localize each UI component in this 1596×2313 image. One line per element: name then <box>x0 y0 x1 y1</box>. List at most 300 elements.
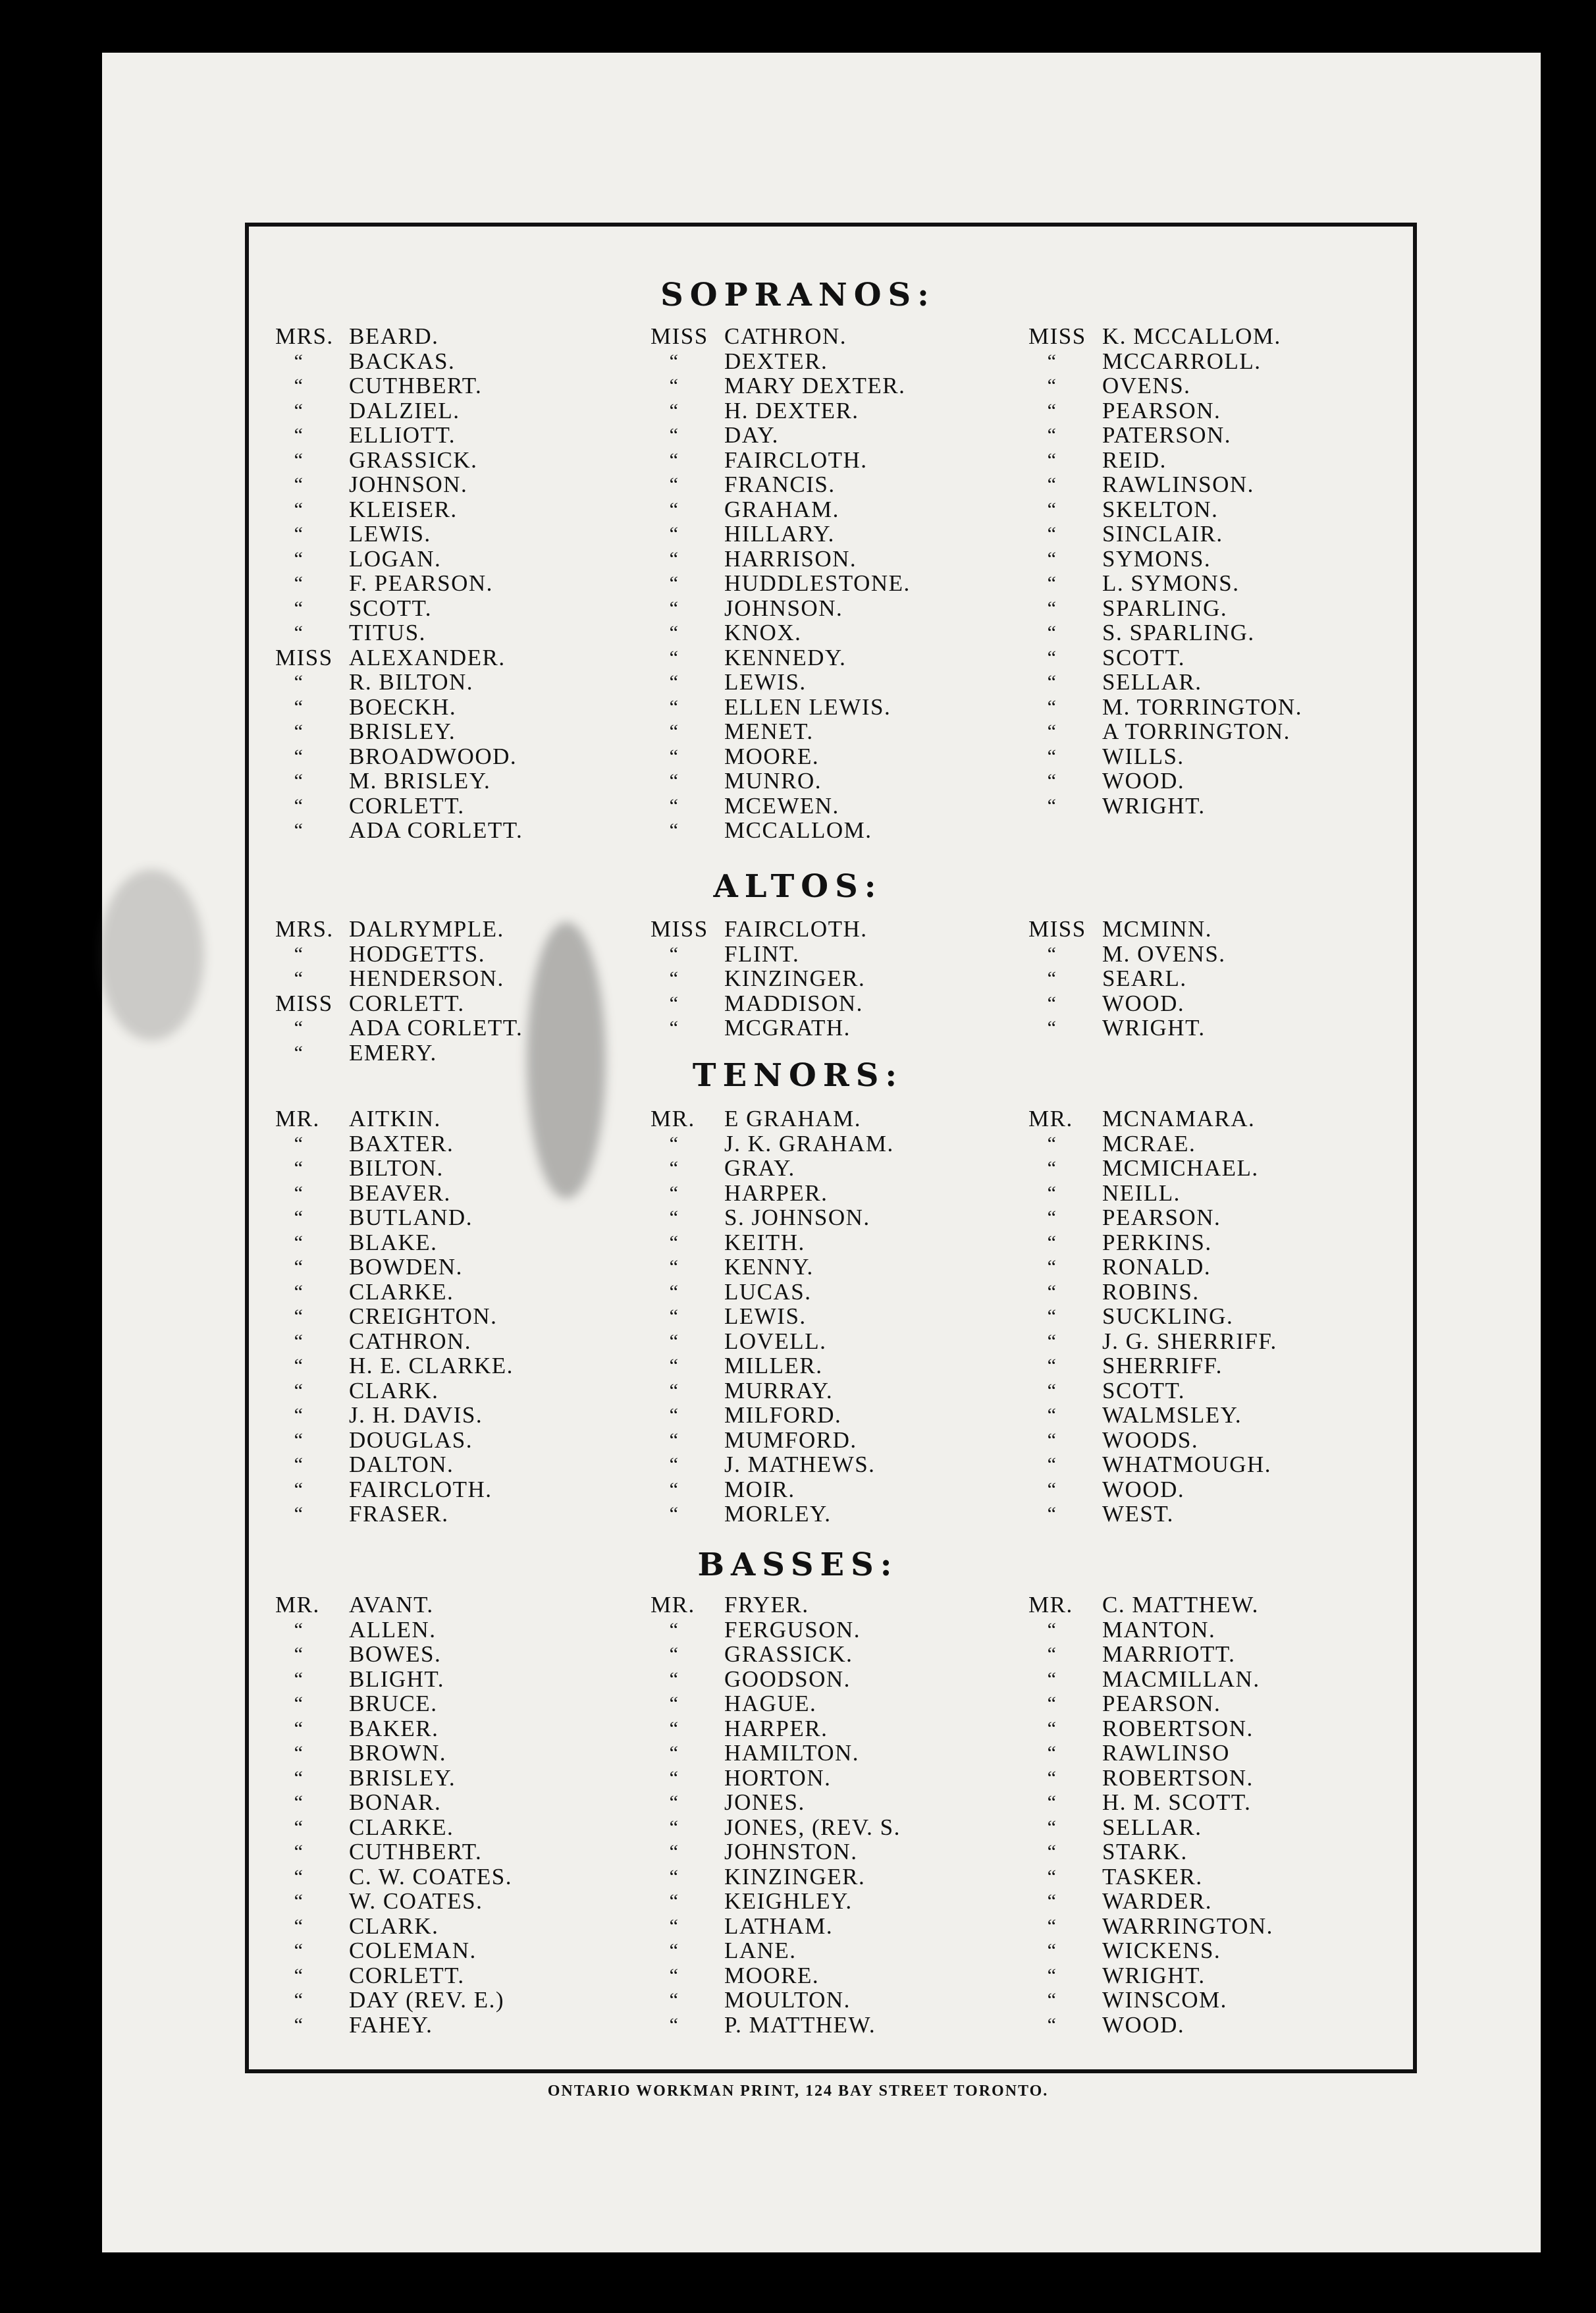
singer-entry <box>1028 1181 1397 1206</box>
ditto-mark: “ <box>669 1989 679 2011</box>
singer-name: C. W. COATES. <box>349 1863 513 1890</box>
singer-name: SYMONS. <box>1102 545 1211 572</box>
ditto-mark: “ <box>294 745 304 767</box>
singer-entry <box>1028 966 1397 991</box>
ditto-mark: “ <box>669 1643 679 1665</box>
singer-name: J. H. DAVIS. <box>349 1402 483 1428</box>
singer-entry <box>651 547 1019 572</box>
singer-name: E GRAHAM. <box>724 1106 861 1131</box>
singer-entry <box>1028 1988 1397 2013</box>
singer-name: WALMSLEY. <box>1102 1402 1242 1428</box>
singer-entry <box>275 1502 644 1527</box>
ditto-mark: “ <box>294 695 304 718</box>
ditto-mark: “ <box>294 474 304 495</box>
ditto-mark: “ <box>669 1841 679 1863</box>
singer-name: BEAVER. <box>349 1180 451 1206</box>
singer-name: SEARL. <box>1102 966 1187 991</box>
ditto-mark: “ <box>1047 1207 1057 1228</box>
singer-name: MCEWEN. <box>724 792 839 819</box>
singer-entry <box>651 398 1019 423</box>
singer-entry <box>1028 719 1397 744</box>
singer-name: FAIRCLOTH. <box>724 447 868 473</box>
singer-entry <box>1028 1914 1397 1939</box>
singer-name: WOOD. <box>1102 768 1185 794</box>
singer-name: ALLEN. <box>349 1616 437 1643</box>
singer-name: JOHNSON. <box>349 472 468 497</box>
singer-entry <box>1028 1230 1397 1255</box>
ditto-mark: “ <box>669 474 679 495</box>
singer-name: HUDDLESTONE. <box>724 570 911 596</box>
ditto-mark: “ <box>669 1742 679 1764</box>
singer-entry <box>275 1618 644 1643</box>
singer-entry <box>1028 1716 1397 1741</box>
ditto-mark: “ <box>669 1791 679 1813</box>
ditto-mark: “ <box>294 1182 304 1204</box>
singer-entry <box>1028 1691 1397 1716</box>
singer-entry <box>651 1502 1019 1527</box>
singer-entry <box>275 472 644 497</box>
singer-entry <box>1028 1839 1397 1864</box>
singer-entry <box>275 497 644 522</box>
singer-entry <box>1028 1938 1397 1963</box>
singer-name: WOOD. <box>1102 990 1185 1016</box>
singer-entry <box>275 917 644 942</box>
singer-entry <box>275 1205 644 1230</box>
ditto-mark: “ <box>669 375 679 396</box>
singer-entry <box>1028 1156 1397 1181</box>
ditto-mark: “ <box>669 572 679 594</box>
name-column <box>651 1592 1019 2037</box>
honorific: MRS. <box>275 916 334 942</box>
singer-name: TITUS. <box>349 620 426 645</box>
singer-name: SPARLING. <box>1102 595 1228 621</box>
singer-name: KLEISER. <box>349 496 458 522</box>
singer-name: DOUGLAS. <box>349 1427 473 1453</box>
singer-name: LATHAM. <box>724 1913 834 1939</box>
ditto-mark: “ <box>1047 1964 1057 1986</box>
ditto-mark: “ <box>1047 449 1057 471</box>
ditto-mark: “ <box>669 523 679 545</box>
ditto-mark: “ <box>669 1964 679 1986</box>
singer-entry <box>1028 571 1397 596</box>
singer-name: BRUCE. <box>349 1691 438 1716</box>
singer-entry <box>275 1280 644 1305</box>
ditto-mark: “ <box>669 1668 679 1690</box>
singer-name: AVANT. <box>349 1592 434 1618</box>
singer-entry <box>651 1255 1019 1280</box>
honorific: MR. <box>651 1106 695 1131</box>
singer-name: LEWIS. <box>724 669 807 695</box>
ditto-mark: “ <box>669 646 679 668</box>
singer-entry <box>1028 1205 1397 1230</box>
singer-entry <box>651 1741 1019 1766</box>
singer-name: SCOTT. <box>1102 1377 1185 1403</box>
singer-entry <box>651 1304 1019 1329</box>
honorific: MISS <box>651 323 708 349</box>
singer-name: BOECKH. <box>349 694 457 720</box>
singer-entry <box>651 1716 1019 1741</box>
singer-entry <box>651 1667 1019 1692</box>
singer-entry <box>651 1963 1019 1988</box>
singer-entry <box>275 1815 644 1840</box>
ditto-mark: “ <box>1047 1429 1057 1451</box>
honorific: MISS <box>1028 323 1086 349</box>
ditto-mark: “ <box>294 1379 304 1401</box>
ditto-mark: “ <box>1047 572 1057 594</box>
singer-entry <box>1028 1864 1397 1890</box>
ditto-mark: “ <box>294 2013 304 2036</box>
singer-entry <box>275 991 644 1016</box>
singer-name: LEWIS. <box>724 1303 807 1329</box>
singer-entry <box>1028 1353 1397 1378</box>
singer-entry <box>651 794 1019 819</box>
ditto-mark: “ <box>294 942 304 965</box>
ditto-mark: “ <box>294 1305 304 1327</box>
singer-entry <box>1028 1963 1397 1988</box>
ditto-mark: “ <box>294 1429 304 1451</box>
singer-name: DEXTER. <box>724 348 828 374</box>
ditto-mark: “ <box>1047 1940 1057 1961</box>
singer-entry <box>1028 398 1397 423</box>
singer-name: BILTON. <box>349 1155 444 1181</box>
singer-name: BAKER. <box>349 1715 439 1741</box>
singer-entry <box>651 1618 1019 1643</box>
ditto-mark: “ <box>294 547 304 570</box>
singer-name: MARRIOTT. <box>1102 1641 1236 1667</box>
singer-name: BOWDEN. <box>349 1254 463 1280</box>
ditto-mark: “ <box>294 1157 304 1179</box>
ditto-mark: “ <box>1047 1643 1057 1665</box>
ditto-mark: “ <box>669 671 679 693</box>
singer-name: MCRAE. <box>1102 1130 1196 1156</box>
ditto-mark: “ <box>1047 523 1057 545</box>
singer-entry <box>1028 1280 1397 1305</box>
singer-entry <box>651 1428 1019 1453</box>
singer-name: HORTON. <box>724 1764 832 1791</box>
honorific: MISS <box>651 916 708 942</box>
singer-entry <box>651 1452 1019 1477</box>
ditto-mark: “ <box>1047 622 1057 643</box>
singer-entry <box>275 1477 644 1502</box>
ditto-mark: “ <box>1047 1404 1057 1426</box>
singer-name: HAGUE. <box>724 1691 817 1716</box>
singer-name: MCCALLOM. <box>724 817 872 843</box>
ditto-mark: “ <box>1047 1890 1057 1912</box>
ditto-mark: “ <box>669 1330 679 1352</box>
singer-name: WRIGHT. <box>1102 792 1206 819</box>
ditto-mark: “ <box>1047 1766 1057 1789</box>
ditto-mark: “ <box>669 1940 679 1961</box>
singer-entry <box>1028 1329 1397 1354</box>
singer-entry <box>1028 547 1397 572</box>
singer-name: M. OVENS. <box>1102 940 1226 967</box>
singer-name: SCOTT. <box>1102 644 1185 670</box>
singer-name: SHERRIFF. <box>1102 1353 1223 1378</box>
singer-name: GRASSICK. <box>724 1641 853 1667</box>
singer-name: LANE. <box>724 1938 797 1963</box>
ditto-mark: “ <box>1047 1132 1057 1155</box>
singer-entry <box>275 1642 644 1667</box>
ditto-mark: “ <box>669 695 679 718</box>
ditto-mark: “ <box>1047 1355 1057 1376</box>
ditto-mark: “ <box>1047 1280 1057 1303</box>
ditto-mark: “ <box>669 1454 679 1475</box>
singer-entry <box>1028 1378 1397 1403</box>
singer-entry <box>651 324 1019 349</box>
singer-name: SELLAR. <box>1102 1814 1202 1840</box>
singer-entry <box>651 966 1019 991</box>
ditto-mark: “ <box>294 1207 304 1228</box>
singer-name: REID. <box>1102 447 1167 473</box>
ditto-mark: “ <box>1047 424 1057 446</box>
singer-entry <box>1028 373 1397 398</box>
singer-name: J. K. GRAHAM. <box>724 1130 894 1156</box>
ditto-mark: “ <box>1047 1865 1057 1888</box>
ditto-mark: “ <box>669 350 679 372</box>
singer-entry <box>651 1156 1019 1181</box>
singer-name: ROBERTSON. <box>1102 1764 1254 1791</box>
singer-name: HARRISON. <box>724 545 857 572</box>
name-column <box>651 324 1019 843</box>
singer-entry <box>275 522 644 547</box>
ditto-mark: “ <box>669 1816 679 1838</box>
ditto-mark: “ <box>294 1841 304 1863</box>
singer-name: SCOTT. <box>349 595 432 621</box>
singer-name: MOULTON. <box>724 1987 851 2013</box>
singer-name: PATERSON. <box>1102 422 1232 448</box>
ditto-mark: “ <box>1047 1231 1057 1253</box>
singer-entry <box>1028 695 1397 720</box>
name-column <box>1028 1106 1397 1527</box>
singer-name: MOORE. <box>724 743 820 769</box>
ditto-mark: “ <box>669 770 679 792</box>
singer-entry <box>651 670 1019 695</box>
ditto-mark: “ <box>294 622 304 643</box>
honorific: MISS <box>1028 916 1086 942</box>
ditto-mark: “ <box>669 1890 679 1912</box>
ditto-mark: “ <box>1047 695 1057 718</box>
singer-name: CUTHBERT. <box>349 1839 483 1864</box>
singer-name: J. G. SHERRIFF. <box>1102 1328 1277 1354</box>
singer-name: ROBERTSON. <box>1102 1715 1254 1741</box>
singer-entry <box>275 818 644 843</box>
singer-name: ROBINS. <box>1102 1278 1200 1305</box>
singer-entry <box>275 1790 644 1815</box>
singer-entry <box>275 1716 644 1741</box>
singer-entry <box>1028 1790 1397 1815</box>
singer-entry <box>651 1280 1019 1305</box>
singer-name: STARK. <box>1102 1839 1188 1864</box>
singer-name: F. PEARSON. <box>349 570 493 596</box>
singer-name: BRISLEY. <box>349 1764 456 1791</box>
singer-name: BROADWOOD. <box>349 743 518 769</box>
singer-entry <box>651 1839 1019 1864</box>
singer-entry <box>651 1889 1019 1914</box>
singer-name: J. MATHEWS. <box>724 1452 876 1477</box>
singer-name: P. MATTHEW. <box>724 2011 876 2038</box>
ditto-mark: “ <box>669 597 679 619</box>
singer-name: A TORRINGTON. <box>1102 719 1290 744</box>
singer-name: WRIGHT. <box>1102 1962 1206 1988</box>
singer-name: S. SPARLING. <box>1102 620 1255 645</box>
ditto-mark: “ <box>669 794 679 817</box>
singer-name: PEARSON. <box>1102 397 1221 423</box>
singer-entry <box>1028 744 1397 769</box>
ditto-mark: “ <box>1047 1157 1057 1179</box>
singer-entry <box>275 1741 644 1766</box>
singer-name: BUTLAND. <box>349 1205 473 1230</box>
singer-entry <box>275 324 644 349</box>
singer-entry <box>275 571 644 596</box>
singer-entry <box>1028 596 1397 621</box>
singer-name: JONES. <box>724 1789 805 1815</box>
singer-name: WOOD. <box>1102 2011 1185 2038</box>
ditto-mark: “ <box>669 745 679 767</box>
ditto-mark: “ <box>1047 1989 1057 2011</box>
singer-name: BRISLEY. <box>349 719 456 744</box>
ditto-mark: “ <box>294 1330 304 1352</box>
ditto-mark: “ <box>294 1256 304 1278</box>
singer-entry <box>275 942 644 967</box>
singer-name: NEILL. <box>1102 1180 1181 1206</box>
singer-entry <box>275 1181 644 1206</box>
singer-name: LEWIS. <box>349 521 431 547</box>
singer-entry <box>651 472 1019 497</box>
ditto-mark: “ <box>669 1231 679 1253</box>
ditto-mark: “ <box>669 942 679 965</box>
singer-entry <box>651 1016 1019 1041</box>
singer-name: W. COATES. <box>349 1888 483 1914</box>
singer-name: LUCAS. <box>724 1278 812 1305</box>
singer-entry <box>275 349 644 374</box>
singer-name: RAWLINSO <box>1102 1740 1230 1766</box>
singer-name: CORLETT. <box>349 990 465 1016</box>
singer-name: JONES, (REV. S. <box>724 1814 901 1840</box>
singer-name: CORLETT. <box>349 792 465 819</box>
singer-entry <box>1028 1106 1397 1131</box>
singer-name: CLARK. <box>349 1377 439 1403</box>
singer-entry <box>651 1790 1019 1815</box>
ditto-mark: “ <box>294 1791 304 1813</box>
ditto-mark: “ <box>669 721 679 742</box>
ditto-mark: “ <box>1047 1305 1057 1327</box>
ditto-mark: “ <box>294 1742 304 1764</box>
honorific: MRS. <box>275 323 334 349</box>
singer-entry <box>275 1963 644 1988</box>
singer-name: BOWES. <box>349 1641 442 1667</box>
singer-entry <box>275 794 644 819</box>
singer-entry <box>275 1864 644 1890</box>
singer-name: FRASER. <box>349 1501 449 1527</box>
singer-entry <box>1028 942 1397 967</box>
singer-name: HARPER. <box>724 1715 828 1741</box>
singer-entry <box>1028 1304 1397 1329</box>
singer-name: WOODS. <box>1102 1427 1199 1453</box>
ditto-mark: “ <box>1047 646 1057 668</box>
singer-entry <box>651 1642 1019 1667</box>
singer-entry <box>651 497 1019 522</box>
ditto-mark: “ <box>294 572 304 594</box>
singer-name: S. JOHNSON. <box>724 1205 870 1230</box>
name-column <box>1028 917 1397 1041</box>
singer-name: GRAHAM. <box>724 496 839 522</box>
singer-entry <box>1028 1131 1397 1156</box>
singer-name: DALTON. <box>349 1452 454 1477</box>
singer-entry <box>651 2013 1019 2038</box>
ditto-mark: “ <box>1047 1454 1057 1475</box>
singer-entry <box>1028 472 1397 497</box>
ditto-mark: “ <box>669 2013 679 2036</box>
singer-entry <box>1028 1667 1397 1692</box>
singer-entry <box>651 349 1019 374</box>
singer-name: HILLARY. <box>724 521 835 547</box>
singer-name: KENNY. <box>724 1254 814 1280</box>
singer-entry <box>275 1988 644 2013</box>
singer-name: FERGUSON. <box>724 1616 861 1643</box>
singer-name: RONALD. <box>1102 1254 1211 1280</box>
singer-entry <box>651 571 1019 596</box>
ditto-mark: “ <box>1047 794 1057 817</box>
singer-name: MADDISON. <box>724 990 863 1016</box>
singer-name: BLIGHT. <box>349 1666 444 1692</box>
singer-entry <box>1028 769 1397 794</box>
ditto-mark: “ <box>1047 1816 1057 1838</box>
singer-name: AITKIN. <box>349 1106 441 1131</box>
singer-entry <box>1028 522 1397 547</box>
singer-name: MOORE. <box>724 1962 820 1988</box>
singer-name: C. MATTHEW. <box>1102 1592 1259 1618</box>
ditto-mark: “ <box>669 1865 679 1888</box>
singer-name: SINCLAIR. <box>1102 521 1223 547</box>
singer-name: WHATMOUGH. <box>1102 1452 1272 1477</box>
singer-name: MANTON. <box>1102 1616 1216 1643</box>
singer-entry <box>651 620 1019 645</box>
singer-entry <box>275 1255 644 1280</box>
singer-entry <box>275 1230 644 1255</box>
singer-entry <box>651 719 1019 744</box>
singer-entry <box>275 423 644 448</box>
singer-name: BACKAS. <box>349 348 456 374</box>
ditto-mark: “ <box>669 1478 679 1500</box>
name-column <box>275 1592 644 2037</box>
singer-entry <box>275 1839 644 1864</box>
ditto-mark: “ <box>669 449 679 471</box>
singer-name: WICKENS. <box>1102 1938 1221 1963</box>
singer-entry <box>275 1353 644 1378</box>
singer-name: MCMICHAEL. <box>1102 1155 1259 1181</box>
singer-name: RAWLINSON. <box>1102 472 1254 497</box>
ditto-mark: “ <box>294 1668 304 1690</box>
ditto-mark: “ <box>294 1940 304 1961</box>
ditto-mark: “ <box>669 1256 679 1278</box>
ditto-mark: “ <box>1047 1717 1057 1739</box>
singer-name: BROWN. <box>349 1740 447 1766</box>
ditto-mark: “ <box>669 1429 679 1451</box>
singer-name: ALEXANDER. <box>349 644 506 670</box>
singer-name: CLARKE. <box>349 1278 454 1305</box>
ditto-mark: “ <box>294 1280 304 1303</box>
singer-entry <box>275 1914 644 1939</box>
singer-entry <box>275 1403 644 1428</box>
singer-name: DAY (REV. E.) <box>349 1987 504 2013</box>
singer-name: EMERY. <box>349 1039 437 1066</box>
honorific: MISS <box>275 990 333 1016</box>
ditto-mark: “ <box>1047 399 1057 422</box>
ditto-mark: “ <box>1047 770 1057 792</box>
singer-name: WOOD. <box>1102 1476 1185 1502</box>
singer-entry <box>275 1452 644 1477</box>
singer-name: DALRYMPLE. <box>349 916 504 942</box>
